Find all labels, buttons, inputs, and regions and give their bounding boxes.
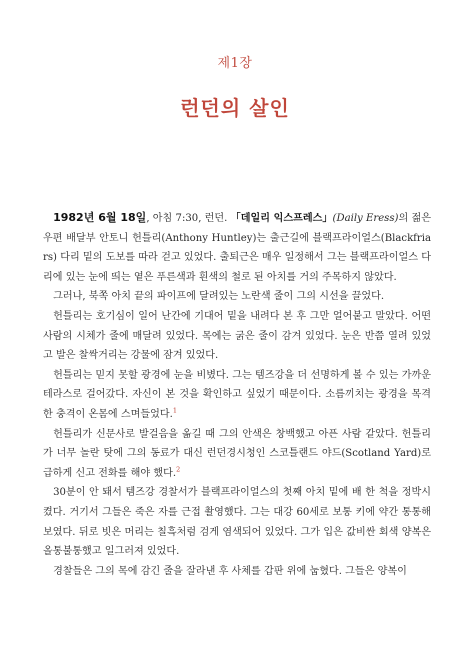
footnote-marker[interactable]: 2 [176, 465, 181, 474]
paragraph-4 [43, 366, 431, 425]
paragraph-text: 헌틀리는 호기심이 일어 난간에 기대어 밑을 내려다 본 후 그만 얼어붙고 말았다. 어떤 사람의 시체가 줄에 매달려 있었다. 목에는 굵은 줄이 감겨 있었다. 눈은 반쯤 열려 있었고 발은 찰싹거리는 강물에 잠겨 있었다. [43, 310, 431, 362]
chapter-number: 제1장 [217, 56, 253, 71]
chapter-title: 런던의 살인 [180, 96, 290, 120]
body-text [43, 208, 431, 581]
paragraph-7 [43, 562, 431, 582]
paragraph-text: 30분이 안 돼서 템즈강 경찰서가 블랙프라이얼스의 첫째 아치 밑에 배 한 척을 정박시켰다. 거기서 그들은 죽은 자를 근접 촬영했다. 그는 대강 60세로 보통 키에 약간 통통해 보였다. 뒤로 빗은 머리는 칠흑처럼 검게 염색되어 있었다. 그가 입은 값비싼 회색 양복은 올통불통했고 일그러져 있었다. [43, 487, 431, 558]
paragraph-text: 그러나, 북쪽 아치 끝의 파이프에 달려있는 노란색 줄이 그의 시선을 끌었다. [53, 291, 385, 303]
paragraph-5 [43, 425, 431, 484]
paragraph-1 [43, 208, 431, 287]
newspaper-english-name: (Daily Eress) [332, 213, 399, 224]
paragraph-6 [43, 483, 431, 561]
paragraph-text: 의 젊은 우편 배달부 안토니 헌틀리(Anthony Huntley)는 출근길에 블랙프라이얼스(Blackfriars) 다리 밑의 도보를 따라 걷고 있었다. 출퇴근은 매우 일정해서 그는 블랙프라이얼스 다리에 있는 눈에 띄는 옅은 푸른색과 흰색의 철로 된 아치를 거의 주목하지 않았다. [43, 213, 431, 283]
lead-date: 1982년 6월 18일 [53, 211, 147, 224]
paragraph-text: 경찰들은 그의 목에 감긴 줄을 잘라낸 후 사체를 갑판 위에 눕혔다. 그들은 양복이 [53, 565, 407, 577]
paragraph-text: 헌틀리가 신문사로 발걸음을 옮길 때 그의 안색은 창백했고 아픈 사람 같았다. 헌틀리가 너무 놀란 탓에 그의 동료가 대신 런던경시청인 스코틀랜드 야드(Scotland Yard)로 급하게 신고 전화를 해야 했다. [43, 428, 431, 479]
paragraph-3 [43, 307, 431, 366]
paragraph-text: 헌틀리는 믿지 못할 광경에 눈을 비볐다. 그는 템즈강을 더 선명하게 볼 수 있는 가까운 테라스로 걸어갔다. 자신이 본 것을 확인하고 싶었기 때문이다. 소름끼치는 광경을 목격한 충격이 온몸에 스며들었다. [43, 369, 431, 420]
paragraph-2 [43, 287, 431, 307]
newspaper-name: 「데일리 익스프레스」 [230, 213, 333, 224]
footnote-marker[interactable]: 1 [172, 406, 177, 415]
paragraph-text: , 아침 7:30, 런던. [146, 213, 231, 224]
